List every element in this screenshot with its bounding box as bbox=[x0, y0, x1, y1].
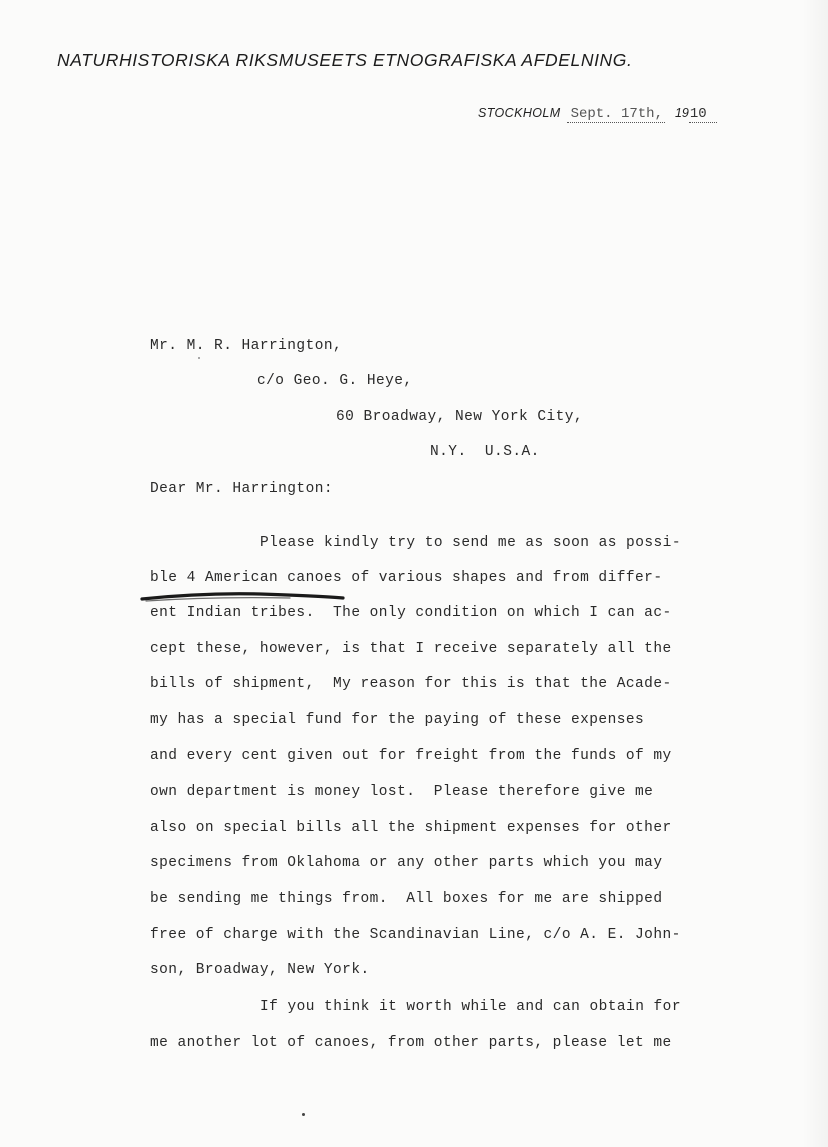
address-line-care-of: c/o Geo. G. Heye, bbox=[257, 373, 413, 389]
year-suffix: 10 bbox=[689, 106, 717, 123]
body-line: ent Indian tribes. The only condition on which I can ac- bbox=[150, 605, 672, 621]
ink-speck bbox=[302, 1113, 305, 1116]
body-line: cept these, however, is that I receive separately all the bbox=[150, 641, 672, 657]
body-line: free of charge with the Scandinavian Line, c/o A. E. John- bbox=[150, 927, 681, 943]
pencil-underline-mark bbox=[140, 590, 345, 604]
address-line-street: 60 Broadway, New York City, bbox=[336, 409, 584, 425]
address-line-name: Mr. M. R. Harrington, bbox=[150, 338, 343, 354]
body-line: ble 4 American canoes of various shapes and from differ- bbox=[150, 570, 663, 586]
body-line: Please kindly try to send me as soon as possi- bbox=[260, 535, 681, 551]
body-line: specimens from Oklahoma or any other parts which you may bbox=[150, 855, 663, 871]
address-line-country: N.Y. U.S.A. bbox=[430, 444, 540, 460]
body-line: bills of shipment, My reason for this is that the Acade- bbox=[150, 676, 672, 692]
body-line: son, Broadway, New York. bbox=[150, 962, 370, 978]
body-line: own department is money lost. Please therefore give me bbox=[150, 784, 654, 800]
year-prefix: 19 bbox=[674, 106, 689, 120]
body-line: be sending me things from. All boxes for me are shipped bbox=[150, 891, 663, 907]
salutation: Dear Mr. Harrington: bbox=[150, 481, 334, 497]
body-line: also on special bills all the shipment expenses for other bbox=[150, 820, 672, 836]
body-line: and every cent given out for freight from the funds of my bbox=[150, 748, 672, 764]
body-line: If you think it worth while and can obtain for bbox=[260, 999, 681, 1015]
body-line: my has a special fund for the paying of these expenses bbox=[150, 712, 645, 728]
date-field: Sept. 17th, bbox=[567, 106, 665, 123]
place-date-line bbox=[478, 104, 717, 123]
ink-speck bbox=[198, 357, 200, 359]
body-line: me another lot of canoes, from other parts, please let me bbox=[150, 1035, 672, 1051]
letterhead: NATURHISTORISKA RIKSMUSEETS ETNOGRAFISKA AFDELNING. bbox=[57, 50, 633, 70]
place-label: STOCKHOLM bbox=[478, 106, 561, 120]
